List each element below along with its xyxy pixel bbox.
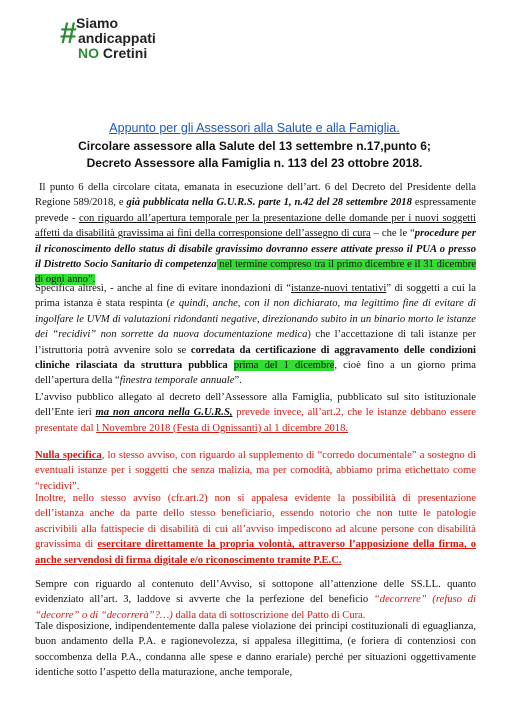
p3-red-dates: l Novembre 2018 (Festa di Ognissanti) al 1 dicembre 2018. xyxy=(96,422,349,434)
document-title: Appunto per gli Assessori alla Salute e alla Famiglia. xyxy=(109,121,400,135)
p2-italic-aside: e quindi, anche, con il non dichiarato, ma legittimo fine di evitare di ingolfare le UVM di valutazioni ridondanti negative, direzionando subito in un binario morto le istanze dei “recidivi” non sorrette da nuova documentazione medica xyxy=(35,298,476,341)
logo-no: NO xyxy=(78,45,99,61)
paragraph-4 xyxy=(35,448,476,494)
p6-red-text: dalla data di sottoscrizione del Patto di Cura. xyxy=(172,609,366,621)
logo xyxy=(60,14,190,74)
p2-text-3: ) che l’accettazione di tali istanze per l’istruttoria potrà avvenire solo se xyxy=(35,329,476,356)
p2-text-2: ” di soggetti a cui la prima istanza è stata respinta ( xyxy=(35,283,476,310)
logo-hash: # xyxy=(60,17,77,50)
p3-red-text: prevede invece, all’art.2, che le istanze debbano essere presentate dal xyxy=(35,407,476,434)
p1-procedure-quote: procedure per il riconoscimento dello status di disabile gravissimo dovranno essere attivate presso il PUA o presso il Distretto Socio Sanitario di competenza xyxy=(35,228,476,271)
logo-line-3 xyxy=(78,46,147,61)
document-subtitle-circolare: Circolare assessore alla Salute del 13 settembre n.17,punto 6; xyxy=(78,139,431,153)
paragraph-2 xyxy=(35,281,476,389)
paragraph-3 xyxy=(35,390,476,436)
paragraph-1 xyxy=(35,180,476,288)
p4-nulla-specifica: Nulla specifica xyxy=(35,450,102,461)
paragraph-6 xyxy=(35,577,476,623)
logo-line-2: andicappati xyxy=(78,30,156,46)
p1-gurs-reference: già pubblicata nella G.U.R.S. parte 1, n.42 del 28 settembre 2018 xyxy=(126,197,412,209)
p1-text-3: – che le “ xyxy=(370,228,415,240)
p1-text-2: espressamente prevede - xyxy=(35,197,477,224)
p2-space xyxy=(228,360,234,371)
p2-text-1: Specifica altresì, - anche al fine di evitare inondazioni di “ xyxy=(35,283,291,294)
p1-highlighted-deadline: nel termine compreso tra il primo dicembre e il 31 dicembre di ogni anno”. xyxy=(35,259,476,286)
p1-underlined-scope: con riguardo all’apertura temporale per la presentazione delle domande per i nuovi soggetti affetti da disabilità gravissima ai fini della corresponsione dell’assegno di cura xyxy=(35,212,476,240)
p1-text-1: Il punto 6 della circolare citata, emanata in esecuzione dell’art. 6 del Decreto del Presidente della Regione 589/2018, e xyxy=(35,182,476,209)
p2-certification-requirement: corredata da certificazione di aggravamento delle condizioni cliniche rilasciata da struttura pubblica xyxy=(35,344,477,372)
p2-nuovi-tentativi: istanze-nuovi tentativi xyxy=(291,283,387,294)
logo-line-1: Siamo xyxy=(76,15,119,31)
p2-text-4: , cioè fino a un giorno prima dell’apertura della “ xyxy=(35,360,476,387)
p2-highlighted-date: prima del 1 dicembre xyxy=(233,360,335,372)
p6-text-1: Sempre con riguardo al contenuto dell’Avviso, si sottopone all’attenzione delle SS.LL. quanto evidenziato all’art. 3, laddove si avverte che la perfezione del beneficio xyxy=(35,579,476,606)
p7-text: Tale disposizione, indipendentemente dalla palese violazione dei principi costituzionali di eguaglianza, buon andamento della P.A. e ragionevolezza, si appalesa illegittima, (e foriera di contenziosi con soccombenza della P.A., condanna alle spese e danno erariale) perché per situazioni oggettivamente identiche sotto l’aspetto della maturazione, anche temporale, xyxy=(35,621,476,679)
logo-cretini: Cretini xyxy=(99,45,148,61)
p5-firma-requirement: esercitare direttamente la propria volontà, attraverso l’apposizione della firma, o anche servendosi di firma digitale e/o riconoscimento tramite P.E.C. xyxy=(35,539,477,566)
p2-text-5: ”. xyxy=(234,375,242,387)
p2-finestra-temporale: finestra temporale annuale xyxy=(119,375,235,387)
p3-gurs-note: ma non ancora nella G.U.R.S, xyxy=(95,407,233,419)
paragraph-5 xyxy=(35,491,476,568)
p5-text-1: Inoltre, nello stesso avviso (cfr.art.2) non si appalesa evidente la possibilità di presentazione dell’istanza anche da parte dello stesso beneficiario, essendo notorio che non tutte le patologie ascrivibili alla fattispecie di disabilità di cui all’avviso impediscono ad alcune persone con disabilità gravissima di xyxy=(35,493,476,551)
p3-text-1: L’avviso pubblico allegato al decreto dell’Assessore alla Famiglia, pubblicato sul sito istituzionale dell’Ente ieri xyxy=(35,392,476,419)
paragraph-7 xyxy=(35,619,476,681)
p4-red-text: , lo stesso avviso, con riguardo al supplemento di “corredo documentale” a sostegno di eventuali istanze per i soggetti che senza malizia, ma per comodità, abbiamo prima etichettato come “recidivi”. xyxy=(35,450,476,492)
p6-decorrere-note: “decorrere” (refuso di “decorre” o di “decorrerà”?…) xyxy=(35,594,476,621)
document-subtitle-decreto: Decreto Assessore alla Famiglia n. 113 del 23 ottobre 2018. xyxy=(86,156,423,170)
